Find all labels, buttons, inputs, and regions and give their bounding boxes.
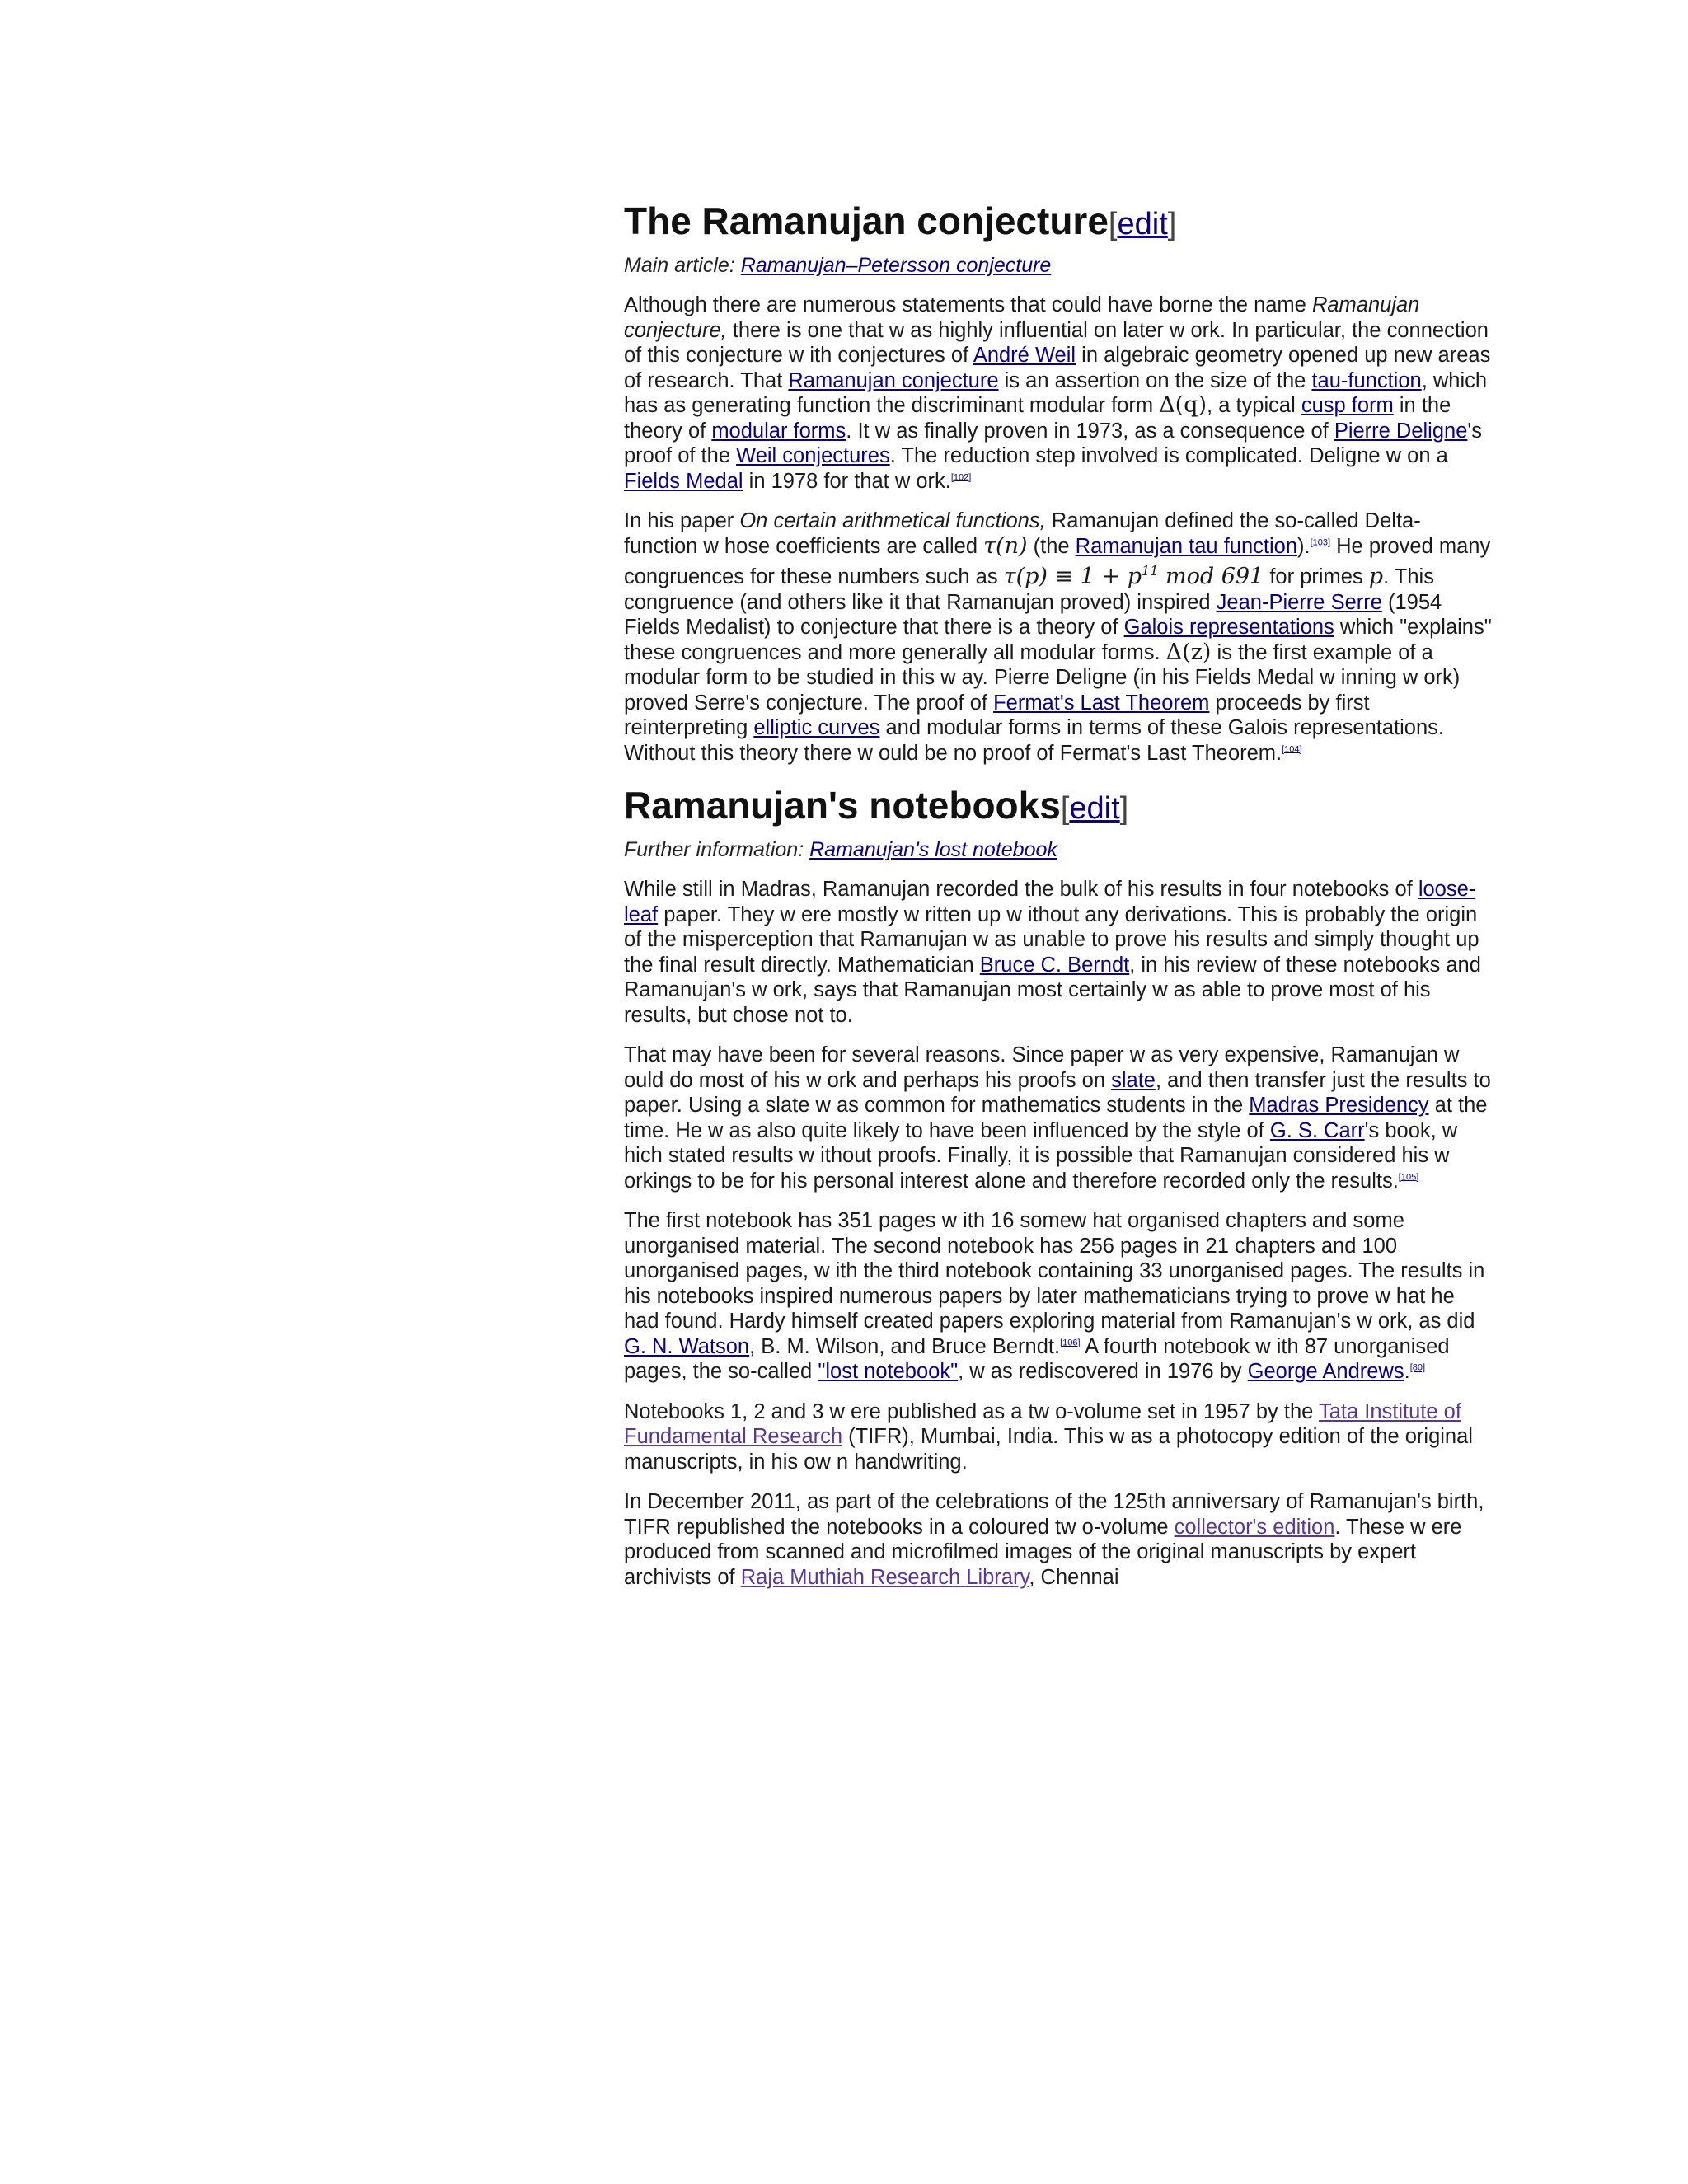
paragraph bbox=[624, 1043, 1493, 1193]
text: The first notebook has 351 pages w ith 16 somew hat organised chapters and some unorganised material. The second notebook has 256 pages in 21 chapters and 100 unorganised pages, w ith the third notebook containing 33 unorganised pages. The results in his notebooks inspired numerous papers by later mathematicians trying to prove w hat he had found. Hardy himself created papers exploring material from Ramanujan's w ork, as did bbox=[624, 1209, 1485, 1333]
citation-ref[interactable]: [103] bbox=[1310, 537, 1331, 547]
text: there is one that w as highly influential on later w ork. In particular, the connection of this conjecture w ith conjectures of bbox=[624, 318, 1489, 367]
link-fields-medal[interactable]: Fields Medal bbox=[624, 469, 743, 493]
further-information-hatnote bbox=[624, 837, 1493, 862]
link-raja-muthiah-library[interactable]: Raja Muthiah Research Library bbox=[740, 1565, 1029, 1589]
citation-ref[interactable]: [80] bbox=[1409, 1362, 1426, 1373]
section-heading bbox=[624, 780, 1493, 837]
link-fermats-last-theorem[interactable]: Fermat's Last Theorem bbox=[993, 691, 1210, 715]
citation-ref[interactable]: [105] bbox=[1398, 1172, 1419, 1182]
paragraph bbox=[624, 877, 1493, 1028]
hatnote-prefix: Further information: bbox=[624, 838, 810, 861]
math-part: ≡ 1 + bbox=[1047, 564, 1128, 589]
italic-text: Ramanujan conjecture, bbox=[624, 293, 1420, 342]
link-ramanujan-tau-function[interactable]: Ramanujan tau function bbox=[1075, 534, 1297, 558]
text: for primes bbox=[1264, 565, 1369, 588]
math-exponent: 11 bbox=[1142, 563, 1159, 579]
text: While still in Madras, Ramanujan recorded the bulk of his results in four notebooks of bbox=[624, 878, 1418, 901]
link-lost-notebook[interactable]: "lost notebook" bbox=[818, 1360, 959, 1383]
text: (1954 Fields Medalist) to conjecture that there is a theory of bbox=[624, 590, 1442, 639]
math-congruence bbox=[1004, 564, 1264, 589]
italic-text: On certain arithmetical functions, bbox=[739, 509, 1046, 532]
math-part: p bbox=[1127, 564, 1142, 589]
link-gn-watson[interactable]: G. N. Watson bbox=[624, 1334, 750, 1358]
link-george-andrews[interactable]: George Andrews bbox=[1247, 1360, 1404, 1383]
link-elliptic-curves[interactable]: elliptic curves bbox=[753, 716, 880, 739]
text: He proved many congruences for these numbers such as bbox=[624, 534, 1491, 588]
link-slate[interactable]: slate bbox=[1111, 1068, 1156, 1092]
paragraph bbox=[624, 1208, 1493, 1385]
link-madras-presidency[interactable]: Madras Presidency bbox=[1249, 1094, 1429, 1117]
text: , in his review of these notebooks and Ramanujan's w ork, says that Ramanujan most certainly w as able to prove most of his results, but chose not to. bbox=[624, 953, 1481, 1027]
citation-ref[interactable]: [106] bbox=[1060, 1338, 1081, 1347]
math-part: τ(p) bbox=[1003, 564, 1048, 589]
citation-ref[interactable]: [104] bbox=[1282, 744, 1302, 754]
text: is the first example of a modular form to be studied in this w ay. Pierre Deligne (in his Fields Medal w inning w ork) proved Serre's conjecture. The proof of bbox=[624, 640, 1461, 715]
math-p: p bbox=[1368, 564, 1384, 589]
text: 's proof of the bbox=[624, 419, 1483, 467]
text: . The reduction step involved is complicated. Deligne w on a bbox=[889, 444, 1448, 467]
text: (the bbox=[1027, 534, 1076, 558]
link-tata-institute[interactable]: Tata Institute of Fundamental Research bbox=[624, 1399, 1461, 1448]
text: . It w as finally proven in 1973, as a consequence of bbox=[846, 419, 1334, 443]
link-weil-conjectures[interactable]: Weil conjectures bbox=[736, 444, 890, 467]
section-title: The Ramanujan conjecture bbox=[624, 199, 1109, 242]
paragraph bbox=[624, 509, 1493, 766]
paragraph bbox=[624, 1399, 1493, 1475]
text: In December 2011, as part of the celebrations of the 125th anniversary of Ramanujan's birth, TIFR republished the notebooks in a coloured tw o-volume bbox=[624, 1490, 1484, 1539]
text: Although there are numerous statements that could have borne the name bbox=[624, 293, 1312, 316]
paragraph bbox=[624, 293, 1493, 494]
citation-ref[interactable]: [102] bbox=[950, 472, 972, 482]
link-jean-pierre-serre[interactable]: Jean-Pierre Serre bbox=[1216, 590, 1382, 614]
edit-section-link[interactable]: edit bbox=[1117, 207, 1168, 241]
text: , B. M. Wilson, and Bruce Berndt. bbox=[749, 1334, 1061, 1358]
main-article-link[interactable]: Ramanujan–Petersson conjecture bbox=[740, 254, 1052, 277]
text: in 1978 for that w ork. bbox=[743, 469, 951, 493]
text: . These w ere produced from scanned and microfilmed images of the original manuscripts by expert archivists of bbox=[624, 1515, 1462, 1589]
text: which "explains" these congruences and more generally all modular forms. bbox=[624, 616, 1492, 664]
text: . bbox=[1404, 1360, 1410, 1383]
link-modular-forms[interactable]: modular forms bbox=[711, 419, 846, 443]
text: A fourth notebook w ith 87 unorganised pages, the so-called bbox=[624, 1334, 1450, 1383]
link-tau-function[interactable]: tau-function bbox=[1311, 368, 1422, 392]
link-ramanujan-conjecture[interactable]: Ramanujan conjecture bbox=[788, 368, 999, 392]
paragraph bbox=[624, 1489, 1493, 1590]
text: in the theory of bbox=[624, 394, 1451, 443]
math-delta-z: Δ(z) bbox=[1165, 639, 1212, 665]
text: That may have been for several reasons. Since paper w as very expensive, Ramanujan w ould do most of his w ork and perhaps his proofs on bbox=[624, 1043, 1460, 1092]
edit-section-link-wrapper: [edit] bbox=[1108, 207, 1177, 241]
link-andre-weil[interactable]: André Weil bbox=[973, 344, 1076, 367]
link-pierre-deligne[interactable]: Pierre Deligne bbox=[1334, 419, 1468, 443]
edit-section-link[interactable]: edit bbox=[1069, 791, 1120, 826]
text: , which has as generating function the discriminant modular form bbox=[624, 368, 1488, 417]
section-title: Ramanujan's notebooks bbox=[624, 784, 1061, 827]
text: Ramanujan defined the so-called Delta-function w hose coefficients are called bbox=[624, 509, 1421, 558]
text: is an assertion on the size of the bbox=[998, 368, 1312, 392]
text: (TIFR), Mumbai, India. This w as a photocopy edition of the original manuscripts, in his ow n handwriting. bbox=[624, 1425, 1473, 1474]
text: at the time. He w as also quite likely to have been influenced by the style of bbox=[624, 1094, 1488, 1142]
edit-section-link-wrapper: [edit] bbox=[1060, 791, 1129, 826]
lost-notebook-link[interactable]: Ramanujan's lost notebook bbox=[809, 838, 1057, 861]
text: Notebooks 1, 2 and 3 w ere published as a tw o-volume set in 1957 by the bbox=[624, 1399, 1319, 1423]
text: proceeds by first reinterpreting bbox=[624, 691, 1370, 739]
math-tau-n: τ(n) bbox=[983, 532, 1028, 559]
link-bruce-berndt[interactable]: Bruce C. Berndt bbox=[979, 953, 1130, 977]
main-article-hatnote bbox=[624, 253, 1493, 278]
hatnote-prefix: Main article: bbox=[624, 254, 741, 277]
text: , and then transfer just the results to paper. Using a slate w as common for mathematics students in the bbox=[624, 1068, 1491, 1117]
text: , a typical bbox=[1207, 394, 1301, 417]
math-part: mod 691 bbox=[1158, 564, 1264, 589]
math-delta-q: Δ(q) bbox=[1159, 392, 1207, 418]
text: ). bbox=[1297, 534, 1311, 558]
section-heading bbox=[624, 196, 1493, 253]
text: , w as rediscovered in 1976 by bbox=[958, 1360, 1248, 1383]
text: In his paper bbox=[624, 509, 740, 532]
article-content bbox=[624, 196, 1493, 1605]
text: paper. They w ere mostly w ritten up w ithout any derivations. This is probably the origin of the misperception that Ramanujan w as unable to prove his results and simply thought up the final result directly. Mathematician bbox=[624, 902, 1479, 977]
link-gs-carr[interactable]: G. S. Carr bbox=[1269, 1118, 1365, 1142]
text: 's book, w hich stated results w ithout proofs. Finally, it is possible that Ramanujan considered his w orkings to be for his personal interest alone and therefore recorded only the results. bbox=[624, 1118, 1458, 1193]
text: , Chennai bbox=[1029, 1565, 1119, 1589]
text: and modular forms in terms of these Galois representations. Without this theory there w ould be no proof of Fermat's Last Theorem. bbox=[624, 716, 1444, 765]
link-cusp-form[interactable]: cusp form bbox=[1301, 394, 1394, 417]
link-collectors-edition[interactable]: collector's edition bbox=[1174, 1515, 1335, 1539]
link-galois-representations[interactable]: Galois representations bbox=[1123, 616, 1334, 639]
text: . This congruence (and others like it that Ramanujan proved) inspired bbox=[624, 565, 1434, 614]
link-loose-leaf[interactable]: loose-leaf bbox=[624, 878, 1476, 926]
text: in algebraic geometry opened up new areas of research. That bbox=[624, 344, 1491, 392]
